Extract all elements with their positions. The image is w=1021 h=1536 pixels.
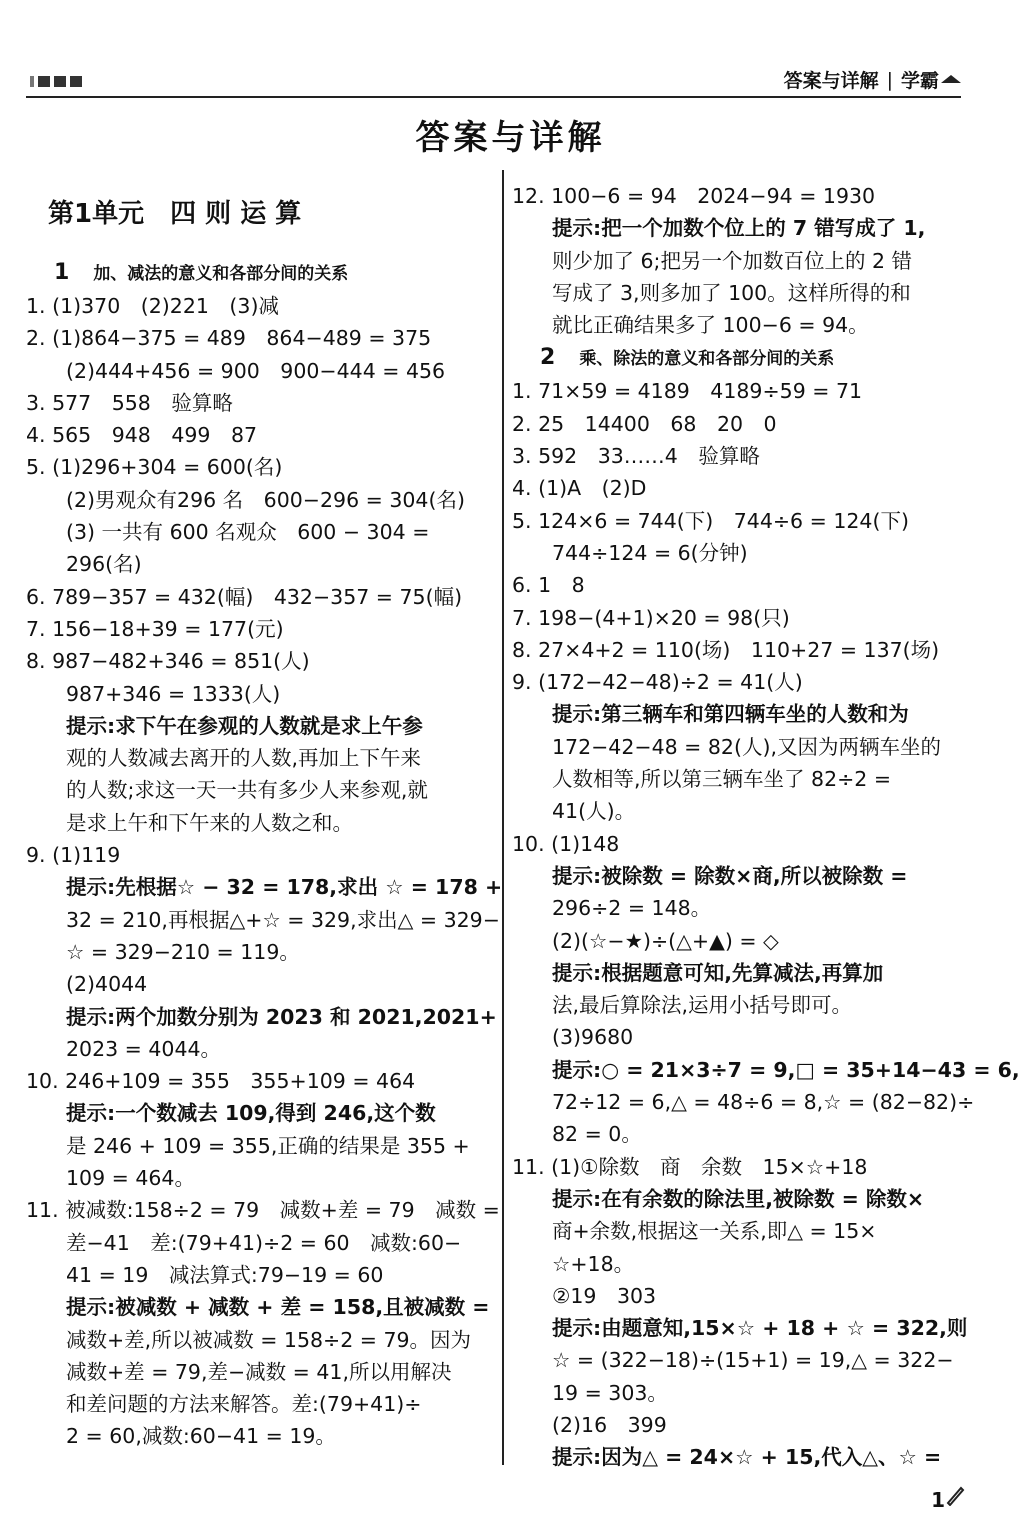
answer-line: 就比正确结果多了 100−6 = 94。 [552, 313, 869, 338]
answer-line: 9. (1)119 [26, 843, 121, 868]
answer-line: 写成了 3,则多加了 100。这样所得的和 [552, 280, 911, 305]
answer-line: 19 = 303。 [552, 1380, 668, 1405]
answer-line: 296÷2 = 148。 [552, 896, 712, 921]
answer-line: ☆ = (322−18)÷(15+1) = 19,△ = 322− [552, 1348, 954, 1373]
answer-line: 2. (1)864−375 = 489 864−489 = 375 [26, 326, 432, 351]
answer-line: 11. 被减数:158÷2 = 79 减数+差 = 79 减数 = [26, 1198, 500, 1223]
left-column [26, 180, 503, 1453]
answer-line: 1. 71×59 = 4189 4189÷59 = 71 [512, 379, 863, 404]
header-right [784, 66, 961, 93]
header-marks [30, 76, 82, 87]
answer-line: 提示:先根据☆ − 32 = 178,求出 ☆ = 178 + [66, 875, 503, 900]
answer-line: 82 = 0。 [552, 1122, 642, 1147]
answer-line: (2)(☆−★)÷(△+▲) = ◇ [552, 928, 779, 953]
answer-line: 8. 987−482+346 = 851(人) [26, 649, 310, 674]
answer-line: 则少加了 6;把另一个加数百位上的 2 错 [552, 248, 913, 273]
section-title: 乘、除法的意义和各部分间的关系 [579, 349, 835, 370]
header-separator: | [886, 68, 893, 91]
answer-line: 987+346 = 1333(人) [66, 681, 281, 706]
page-number: 1 [931, 1488, 945, 1512]
answer-line: 2 = 60,减数:60−41 = 19。 [66, 1424, 336, 1449]
answer-line: 12. 100−6 = 94 2024−94 = 1930 [512, 184, 876, 208]
answer-line: 提示:因为△ = 24×☆ + 15,代入△、☆ = [552, 1445, 942, 1470]
answer-line: 41 = 19 减法算式:79−19 = 60 [66, 1262, 384, 1287]
answer-line: 减数+差 = 79,差−减数 = 41,所以用解决 [66, 1359, 452, 1384]
answer-line: 10. 246+109 = 355 355+109 = 464 [26, 1069, 416, 1094]
column-divider [502, 170, 504, 1465]
graduation-cap-icon [941, 73, 961, 87]
pencil-icon [945, 1484, 965, 1506]
right-answer-list-b [512, 375, 1020, 1473]
answer-line: (3) 一共有 600 名观众 600 − 304 = [66, 520, 430, 545]
answer-line: 提示:根据题意可知,先算减法,再算加 [552, 960, 884, 985]
answer-line: 3. 592 33……4 验算略 [512, 444, 760, 469]
header-section-label: 答案与详解 [783, 70, 879, 92]
left-answer-list [26, 290, 503, 1453]
answer-line: 观的人数减去离开的人数,再加上下午来 [66, 746, 422, 771]
answer-line: 法,最后算除法,运用小括号即可。 [552, 993, 853, 1018]
answer-line: 人数相等,所以第三辆车坐了 82÷2 = [552, 767, 892, 792]
answer-line: 减数+差,所以被减数 = 158÷2 = 79。因为 [66, 1327, 472, 1352]
answer-line: 提示:在有余数的除法里,被除数 = 除数× [552, 1186, 925, 1211]
answer-line: 8. 27×4+2 = 110(场) 110+27 = 137(场) [512, 637, 940, 662]
answer-line: 提示:把一个加数个位上的 7 错写成了 1, [552, 216, 926, 241]
unit-heading: 第1单元 四 则 运 算 [48, 199, 302, 229]
section-heading-2 [540, 341, 974, 375]
answer-line: 6. 1 8 [512, 573, 585, 598]
answer-line: 提示:被减数 + 减数 + 差 = 158,且被减数 = [66, 1295, 490, 1320]
answer-line: 1. (1)370 (2)221 (3)减 [26, 294, 279, 318]
page-title: 答案与详解 [415, 118, 606, 158]
answer-line: 9. (172−42−48)÷2 = 41(人) [512, 670, 803, 695]
answer-line: 2. 25 14400 68 20 0 [512, 411, 777, 436]
answer-line: 提示:第三辆车和第四辆车坐的人数和为 [552, 702, 909, 727]
answer-line: (2)男观众有296 名 600−296 = 304(名) [66, 487, 465, 512]
answer-line: ☆ = 329−210 = 119。 [66, 939, 300, 964]
answer-line: 32 = 210,再根据△+☆ = 329,求出△ = 329− [66, 907, 500, 932]
answer-line: (2)16 399 [552, 1412, 667, 1437]
answer-line: 差−41 差:(79+41)÷2 = 60 减数:60− [66, 1230, 462, 1255]
answer-line: 是 246 + 109 = 355,正确的结果是 355 + [66, 1133, 470, 1158]
answer-line: 5. (1)296+304 = 600(名) [26, 455, 283, 480]
answer-line: 296(名) [66, 552, 142, 577]
answer-line: (2)444+456 = 900 900−444 = 456 [66, 358, 446, 383]
answer-line: (2)4044 [66, 972, 148, 997]
brand-text: 学霸 [900, 70, 939, 92]
answer-line: ☆+18。 [552, 1251, 635, 1276]
answer-line: 2023 = 4044。 [66, 1036, 222, 1061]
answer-line: 提示:○ = 21×3÷7 = 9,□ = 35+14−43 = 6, [552, 1057, 1020, 1082]
answer-line: 6. 789−357 = 432(幅) 432−357 = 75(幅) [26, 584, 463, 609]
answer-line: 是求上午和下午来的人数之和。 [66, 810, 353, 835]
answer-line: 提示:求下午在参观的人数就是求上午参 [66, 713, 423, 738]
answer-line: 4. 565 948 499 87 [26, 423, 258, 448]
section-title: 加、减法的意义和各部分间的关系 [93, 264, 349, 284]
answer-line: 7. 198−(4+1)×20 = 98(只) [512, 605, 790, 630]
answer-line: 11. (1)①除数 商 余数 15×☆+18 [512, 1154, 868, 1179]
answer-line: 4. (1)A (2)D [512, 476, 647, 501]
answer-line: 41(人)。 [552, 799, 636, 824]
answer-line: 的人数;求这一天一共有多少人来参观,就 [66, 778, 428, 803]
answer-line: (3)9680 [552, 1025, 634, 1050]
answer-line: 7. 156−18+39 = 177(元) [26, 616, 284, 641]
answer-line: 72÷12 = 6,△ = 48÷6 = 8,☆ = (82−82)÷ [552, 1090, 975, 1115]
answer-line: 3. 577 558 验算略 [26, 390, 233, 415]
answer-line: 和差问题的方法来解答。差:(79+41)÷ [66, 1392, 422, 1417]
answer-line: 提示:两个加数分别为 2023 和 2021,2021+ [66, 1004, 497, 1029]
section-heading-1 [54, 256, 492, 290]
section-number: 2 [540, 345, 556, 371]
answer-line: 10. (1)148 [512, 831, 620, 856]
answer-line: 172−42−48 = 82(人),又因为两辆车坐的 [552, 734, 941, 759]
answer-line: 提示:一个数减去 109,得到 246,这个数 [66, 1101, 436, 1126]
answer-line: 744÷124 = 6(分钟) [552, 540, 748, 565]
header-bar [26, 66, 961, 98]
answer-line: 提示:由题意知,15×☆ + 18 + ☆ = 322,则 [552, 1316, 968, 1341]
answer-line: 109 = 464。 [66, 1166, 195, 1191]
answer-line: 5. 124×6 = 744(下) 744÷6 = 124(下) [512, 508, 909, 533]
brand-logo [901, 66, 961, 93]
right-answer-list-a [512, 180, 974, 341]
answer-line: 商+余数,根据这一关系,即△ = 15× [552, 1219, 877, 1244]
section-number: 1 [54, 260, 70, 285]
right-column [512, 180, 1020, 1474]
answer-line: ②19 303 [552, 1283, 657, 1308]
answer-line: 提示:被除数 = 除数×商,所以被除数 = [552, 863, 908, 888]
